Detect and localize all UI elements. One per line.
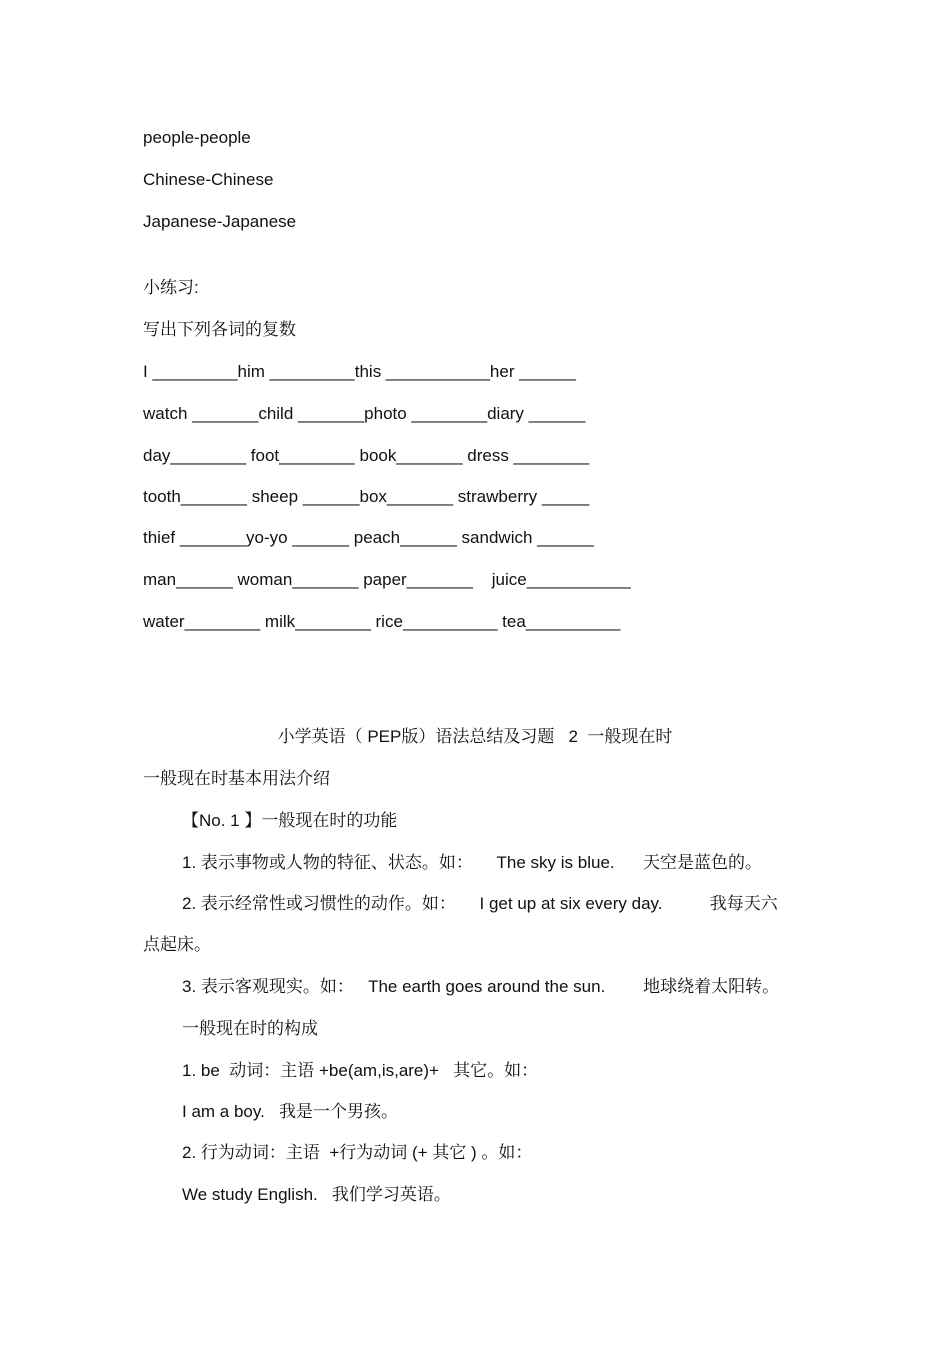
plural-example: Chinese-Chinese: [143, 170, 274, 189]
section-intro: 一般现在时基本用法介绍: [143, 769, 330, 788]
exercise-row: tooth_______ sheep ______box_______ strawberry _____: [143, 487, 590, 506]
exercise-instruction: 写出下列各词的复数: [143, 320, 296, 339]
function-item-continued: 点起床。: [143, 935, 211, 954]
structure-item: 1. be 动词：主语 +be(am,is,are)+ 其它。如：: [182, 1061, 539, 1080]
exercise-row: watch _______child _______photo ________diary ______: [143, 404, 586, 423]
exercise-row: water________ milk________ rice__________ tea__________: [143, 612, 621, 631]
plural-example: people-people: [143, 128, 251, 147]
exercise-row: man______ woman_______ paper_______ juice___________: [143, 570, 631, 589]
function-heading: 【No. 1 】一般现在时的功能: [182, 811, 398, 830]
structure-example: I am a boy. 我是一个男孩。: [182, 1102, 399, 1121]
plural-example: Japanese-Japanese: [143, 212, 297, 231]
structure-example: We study English. 我们学习英语。: [182, 1185, 451, 1204]
function-item: 3. 表示客观现实。如： The earth goes around the sun. 地球绕着太阳转。: [182, 977, 780, 996]
exercise-row: I _________him _________this ___________her ______: [143, 362, 576, 381]
function-item: 2. 表示经常性或习惯性的动作。如： I get up at six every day. 我每天六: [182, 894, 778, 913]
exercise-row: day________ foot________ book_______ dress ________: [143, 446, 590, 465]
function-item: 1. 表示事物或人物的特征、状态。如： The sky is blue. 天空是蓝色的。: [182, 853, 762, 872]
structure-heading: 一般现在时的构成: [182, 1019, 318, 1038]
section-title: 小学英语（ PEP版）语法总结及习题 2 一般现在时: [277, 727, 673, 746]
structure-item: 2. 行为动词：主语 +行为动词 (+ 其它 ) 。如：: [182, 1143, 533, 1162]
exercise-row: thief _______yo-yo ______ peach______ sandwich ______: [143, 528, 594, 547]
exercise-heading: 小练习:: [143, 278, 199, 297]
